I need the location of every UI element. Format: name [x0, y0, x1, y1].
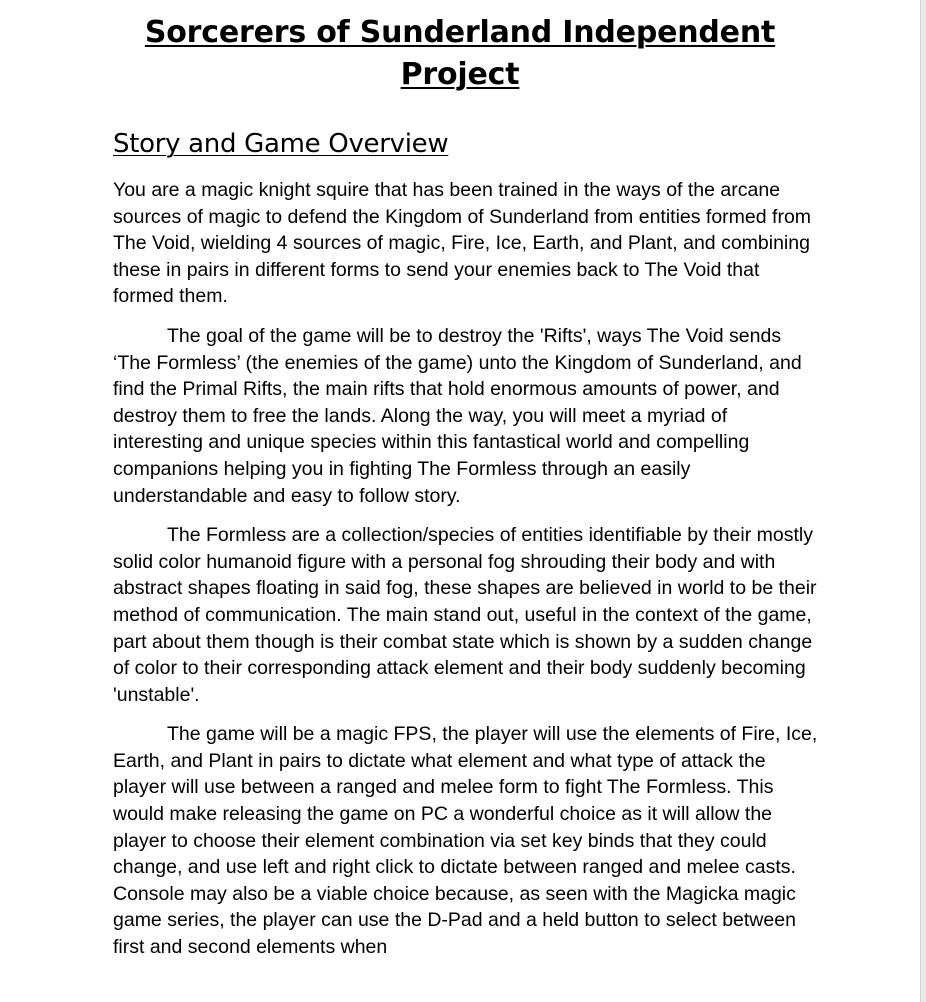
document-title: Sorcerers of Sunderland Independent Project: [144, 15, 776, 92]
paragraph-formless: The Formless are a collection/species of entities identifiable by their mostly solid color humanoid figure with a personal fog shrouding their body and with abstract shapes floating in said fog, these shapes are believed in world to be their method of communication. The main stand out, useful in the context of the game, part about them though is their combat state which is shown by a sudden change of color to their corresponding attack element and their body suddenly becoming 'unstable'.: [113, 524, 817, 706]
paragraph-intro: You are a magic knight squire that has been trained in the ways of the arcane sources of magic to defend the Kingdom of Sunderland from entities formed from The Void, wielding 4 sources of magic, Fire, Ice, Earth, and Plant, and combining these in pairs in different forms to send your enemies back to The Void that formed them.: [113, 179, 812, 308]
paragraph-gameplay: The game will be a magic FPS, the player will use the elements of Fire, Ice, Earth, and Plant in pairs to dictate what element and what type of attack the player will use between a ranged and melee form to fight The Formless. This would make releasing the game on PC a wonderful choice as it will allow the player to choose their element combination via set key binds that they could change, and use left and right click to dictate between ranged and melee casts. Console may also be a viable choice because, as seen with the Magicka magic game series, the player can use the D-Pad and a held button to select between first and second elements when: [113, 723, 818, 959]
page-edge: [920, 0, 926, 1002]
body-text: [113, 177, 818, 974]
paragraph-goal: The goal of the game will be to destroy the 'Rifts', ways The Void sends ‘The Formless’ (the enemies of the game) unto the Kingdom of Sunderland, and find the Primal Rifts, the main rifts that hold enormous amounts of power, and destroy them to free the lands. Along the way, you will meet a myriad of interesting and unique species within this fantastical world and compelling companions helping you in fighting The Formless through an easily understandable and easy to follow story.: [113, 324, 802, 507]
section-heading: Story and Game Overview: [113, 129, 449, 159]
